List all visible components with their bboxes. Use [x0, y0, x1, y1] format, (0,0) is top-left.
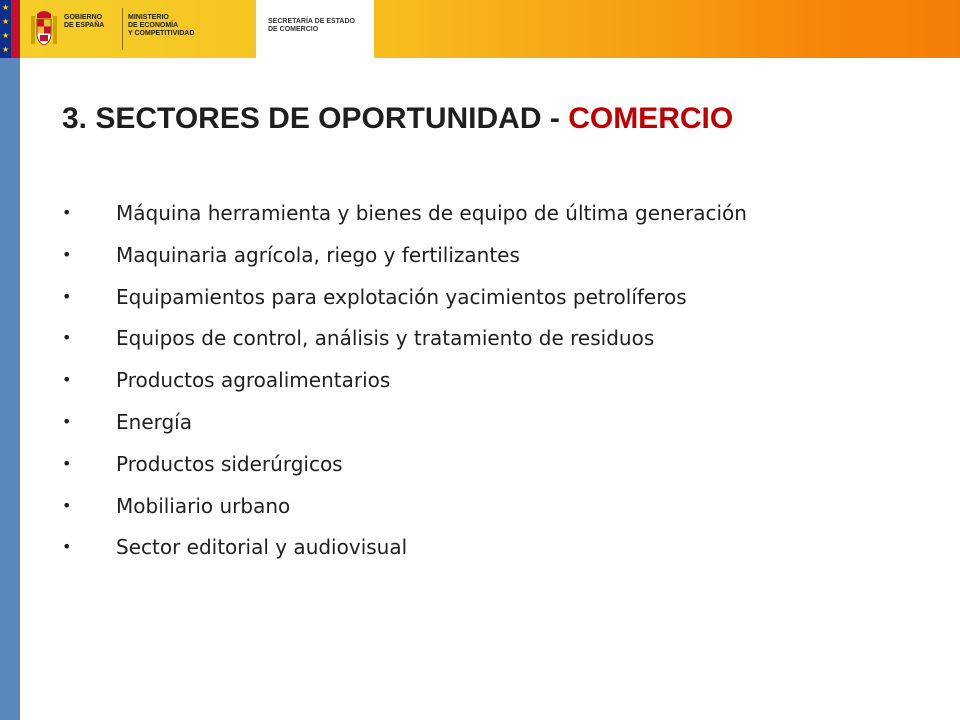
ministry-label — [128, 14, 194, 38]
header-banner — [0, 0, 960, 58]
secretariat-line-2: DE COMERCIO — [268, 26, 319, 33]
ministry-line-2: DE ECONOMÍA — [128, 22, 179, 29]
list-item-text: Mobiliario urbano — [116, 493, 291, 518]
left-sidebar-bar — [0, 58, 20, 720]
list-item-text: Equipamientos para explotación yacimientos petrolíferos — [116, 284, 687, 309]
list-item-text: Sector editorial y audiovisual — [116, 535, 408, 560]
slide-title-main: 3. SECTORES DE OPORTUNIDAD - — [62, 102, 569, 135]
secretariat-box — [256, 0, 374, 58]
list-item-text: Maquinaria agrícola, riego y fertilizantes — [116, 242, 520, 267]
secretariat-label — [268, 18, 355, 34]
government-line-2: DE ESPAÑA — [64, 22, 105, 29]
bullet-icon: • — [62, 370, 72, 390]
list-item-text: Productos agroalimentarios — [116, 368, 391, 393]
bullet-icon: • — [62, 453, 72, 473]
bullet-icon: • — [62, 244, 72, 264]
bullet-icon: • — [62, 411, 72, 431]
header-divider — [122, 8, 123, 50]
list-item-text: Máquina herramienta y bienes de equipo de última generación — [116, 201, 747, 225]
eu-spain-flag-icon: ★ ★ ★ ★ — [0, 0, 20, 58]
government-label — [64, 14, 104, 30]
bullet-icon: • — [62, 328, 72, 348]
bullet-icon: • — [62, 495, 72, 515]
list-item-text: Productos siderúrgicos — [116, 451, 343, 476]
coat-of-arms-icon — [28, 8, 60, 50]
slide-title — [62, 102, 733, 136]
slide-title-accent: COMERCIO — [568, 102, 734, 135]
bullet-icon: • — [62, 203, 72, 222]
government-line-1: GOBIERNO — [64, 14, 103, 21]
ministry-line-3: Y COMPETITIVIDAD — [128, 30, 195, 37]
secretariat-line-1: SECRETARÍA DE ESTADO — [268, 18, 355, 25]
list-item-text: Equipos de control, análisis y tratamiento de residuos — [116, 326, 655, 351]
list-item-text: Energía — [116, 409, 192, 434]
bullet-icon: • — [62, 537, 72, 557]
bullet-icon: • — [62, 286, 72, 306]
ministry-line-1: MINISTERIO — [128, 14, 169, 21]
